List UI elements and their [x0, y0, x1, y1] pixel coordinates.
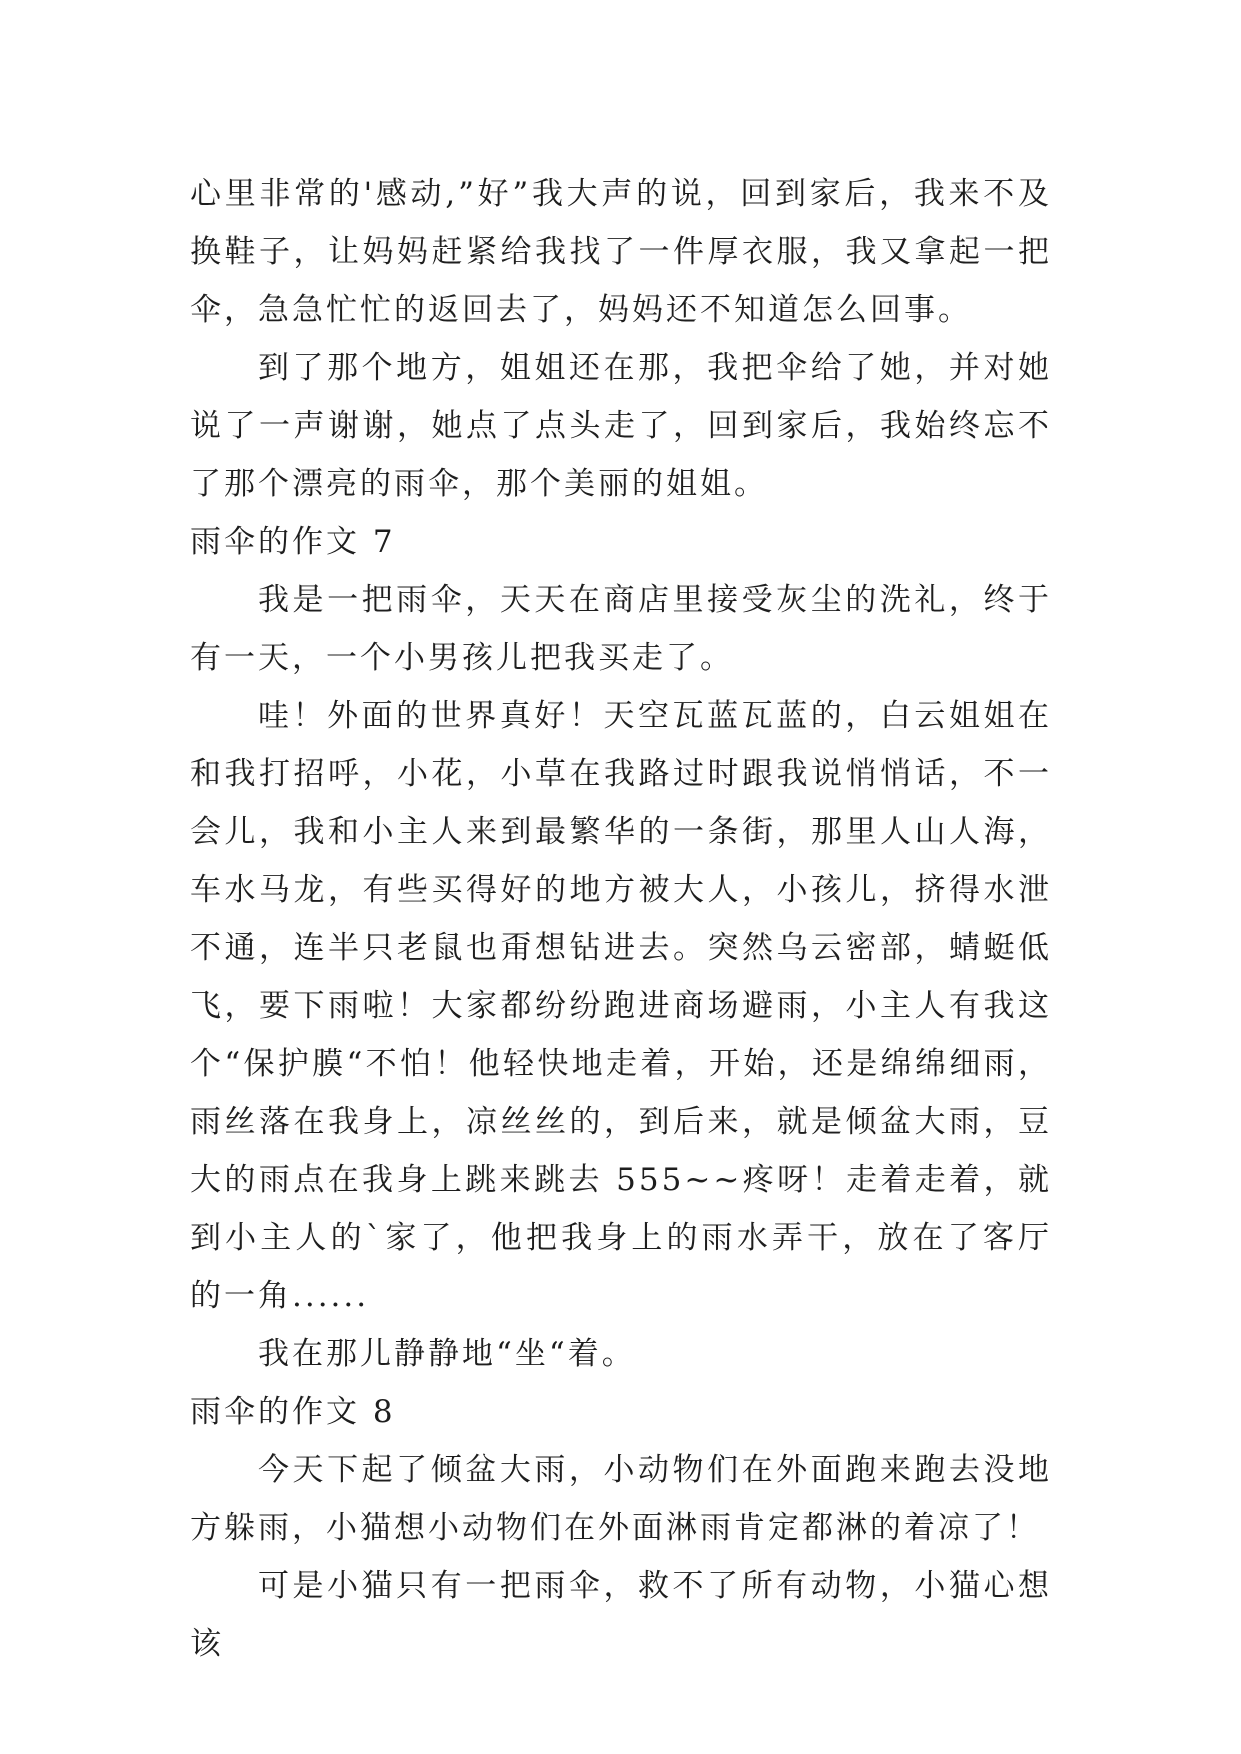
paragraph: 哇！外面的世界真好！天空瓦蓝瓦蓝的，白云姐姐在和我打招呼，小花，小草在我路过时跟我说悄悄话，不一会儿，我和小主人来到最繁华的一条街，那里人山人海，车水马龙，有些买得好的地方被大人，小孩儿，挤得水泄不通，连半只老鼠也甭想钻进去。突然乌云密部，蜻蜓低飞，要下雨啦！大家都纷纷跑进商场避雨，小主人有我这个“保护膜“不怕！他轻快地走着，开始，还是绵绵细雨，雨丝落在我身上，凉丝丝的，到后来，就是倾盆大雨，豆大的雨点在我身上跳来跳去 555~~疼呀！走着走着，就到小主人的`家了，他把我身上的雨水弄干，放在了客厅的一角......	[190, 698, 1052, 1314]
paragraph: 今天下起了倾盆大雨，小动物们在外面跑来跑去没地方躲雨，小猫想小动物们在外面淋雨肯定都淋的着凉了！	[190, 1452, 1052, 1546]
document-body	[190, 165, 1052, 1673]
paragraph: 心里非常的'感动,”好”我大声的说，回到家后，我来不及换鞋子，让妈妈赶紧给我找了一件厚衣服，我又拿起一把伞，急急忙忙的返回去了，妈妈还不知道怎么回事。	[190, 176, 1052, 328]
paragraph: 到了那个地方，姐姐还在那，我把伞给了她，并对她说了一声谢谢，她点了点头走了，回到家后，我始终忘不了那个漂亮的雨伞，那个美丽的姐姐。	[190, 350, 1052, 502]
paragraph: 我在那儿静静地“坐“着。	[258, 1336, 636, 1372]
paragraph: 我是一把雨伞，天天在商店里接受灰尘的洗礼，终于有一天，一个小男孩儿把我买走了。	[190, 582, 1052, 676]
section-heading: 雨伞的作文 7	[190, 524, 396, 560]
paragraph: 可是小猫只有一把雨伞，救不了所有动物，小猫心想该	[190, 1568, 1052, 1662]
section-heading: 雨伞的作文 8	[190, 1394, 396, 1430]
